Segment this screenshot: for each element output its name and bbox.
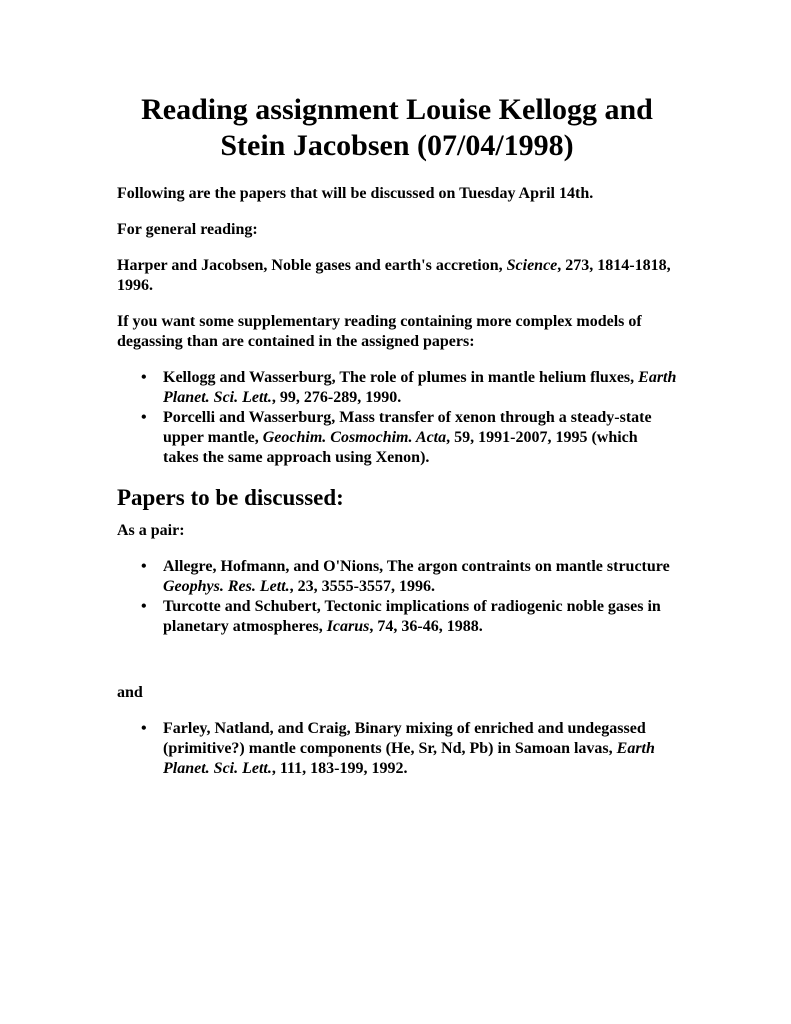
journal-name: Earth Planet. Sci. Lett. xyxy=(163,740,655,777)
citation-text: Harper and Jacobsen, Noble gases and earth's accretion, xyxy=(117,257,507,274)
citation-text: Allegre, Hofmann, and O'Nions, The argon contraints on mantle structure xyxy=(163,558,670,575)
citation-details: , 23, 3555-3557, 1996. xyxy=(289,578,435,595)
bullet-icon: • xyxy=(141,720,147,737)
list-item xyxy=(141,368,677,408)
list-item xyxy=(141,719,677,779)
journal-name: Science xyxy=(506,257,558,274)
bullet-icon: • xyxy=(141,369,147,386)
citation-details: , 59, 1991-2007, 1995 (which takes the same approach using Xenon). xyxy=(163,429,638,466)
pair-label: As a pair: xyxy=(117,522,185,539)
citation-details: , 74, 36-46, 1988. xyxy=(369,618,483,635)
citation-text: Farley, Natland, and Craig, Binary mixing of enriched and undegassed (primitive?) mantle components (He, Sr, Nd, Pb) in Samoan lavas, xyxy=(163,720,646,757)
list-item xyxy=(141,557,677,597)
journal-name: Icarus xyxy=(326,618,370,635)
intro-text: Following are the papers that will be discussed on Tuesday April 14th. xyxy=(117,185,594,202)
citation-text: Turcotte and Schubert, Tectonic implications of radiogenic noble gases in planetary atmospheres, xyxy=(163,598,661,635)
bullet-icon: • xyxy=(141,558,147,575)
supplementary-list xyxy=(117,368,677,468)
supplementary-intro: If you want some supplementary reading containing more complex models of degassing than are contained in the assigned papers: xyxy=(117,313,642,350)
journal-name: Earth Planet. Sci. Lett. xyxy=(163,369,677,406)
journal-name: Geophys. Res. Lett. xyxy=(163,578,290,595)
citation-details: , 273, 1814-1818, 1996. xyxy=(117,257,671,294)
and-label: and xyxy=(117,684,143,701)
citation-details: , 111, 183-199, 1992. xyxy=(271,760,408,777)
list-item xyxy=(141,597,677,637)
section-heading: Papers to be discussed: xyxy=(117,485,344,510)
pair-list xyxy=(117,557,677,637)
general-reading-heading: For general reading: xyxy=(117,221,258,238)
final-list xyxy=(117,719,677,779)
citation-details: , 99, 276-289, 1990. xyxy=(271,389,402,406)
document-page xyxy=(117,92,677,795)
bullet-icon: • xyxy=(141,409,147,426)
general-reading-citation xyxy=(117,256,677,296)
bullet-icon: • xyxy=(141,598,147,615)
page-title: Reading assignment Louise Kellogg and Stein Jacobsen (07/04/1998) xyxy=(141,93,653,162)
journal-name: Geochim. Cosmochim. Acta xyxy=(262,429,447,446)
citation-text: Porcelli and Wasserburg, Mass transfer of xenon through a steady-state upper mantle, xyxy=(163,409,652,446)
list-item xyxy=(141,408,677,468)
citation-text: Kellogg and Wasserburg, The role of plumes in mantle helium fluxes, xyxy=(163,369,639,386)
